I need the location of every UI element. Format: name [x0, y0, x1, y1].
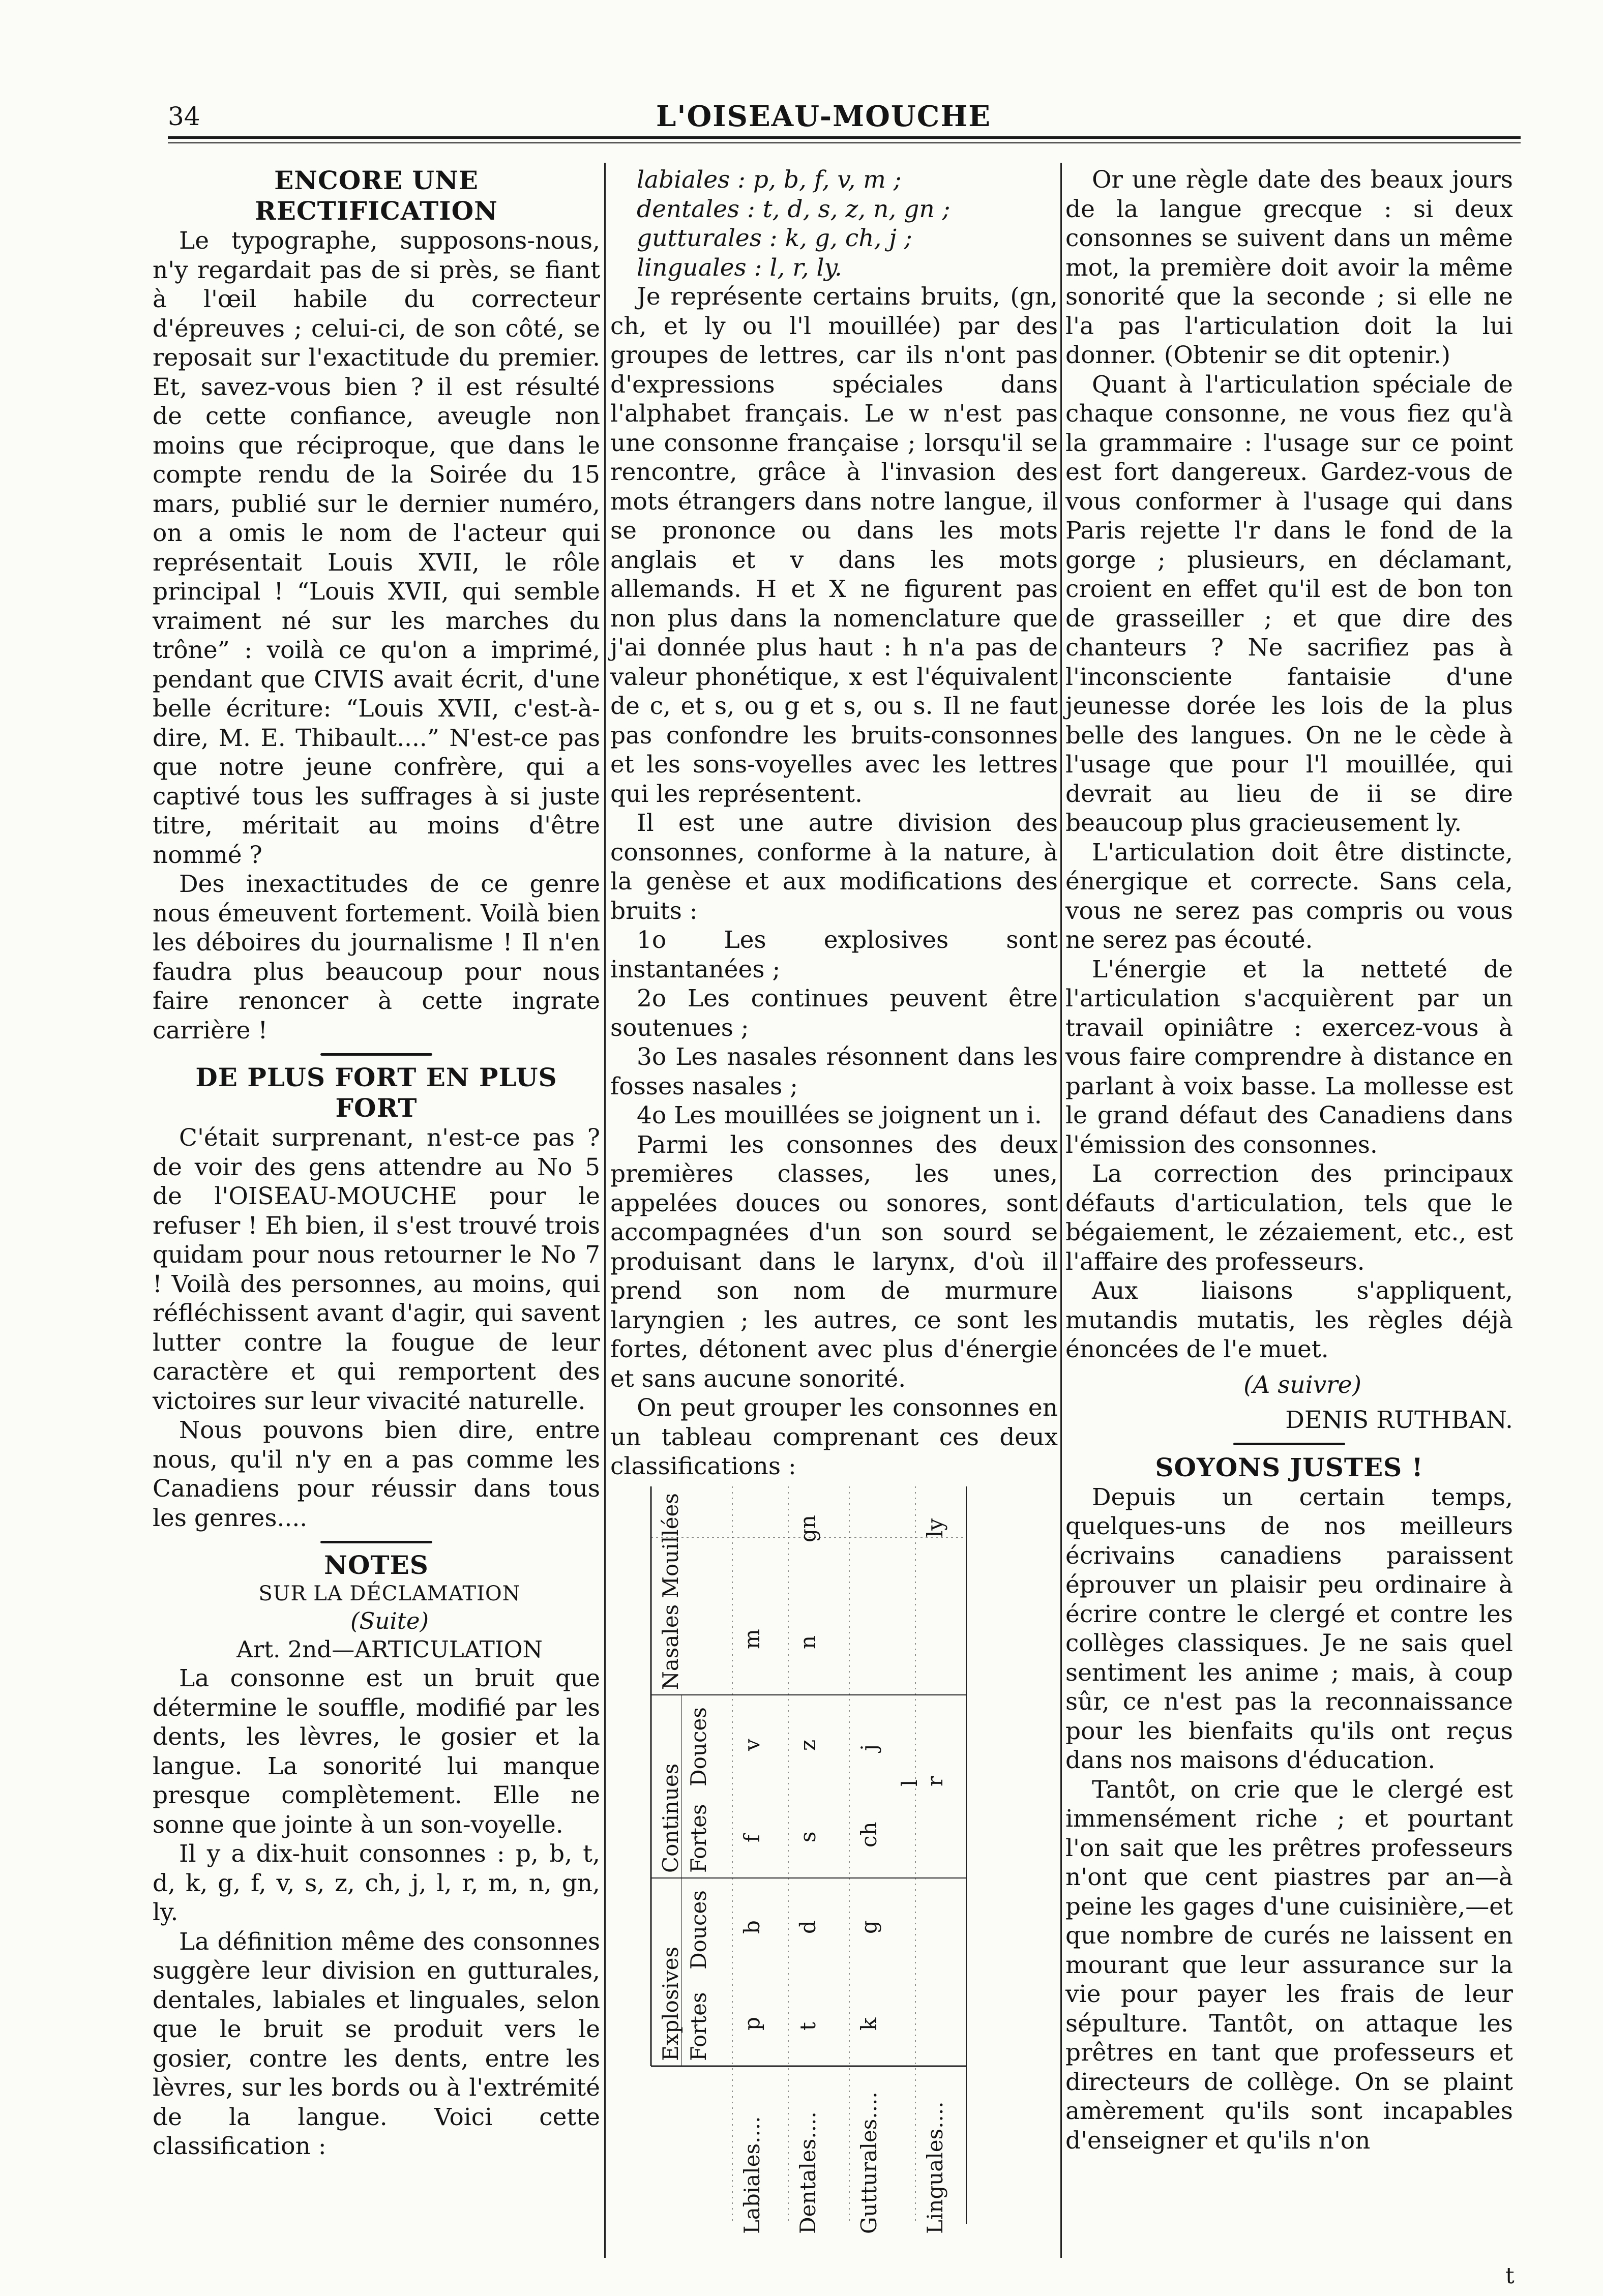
ornament-divider [153, 1045, 600, 1062]
list-item: linguales : l, r, ly. [637, 253, 842, 282]
paragraph: Nous pouvons bien dire, entre nous, qu'il n'y en a pas comme les Canadiens pour réussir dans tous les genres.... [153, 1416, 600, 1532]
paragraph: Le typographe, supposons-nous, n'y regardait pas de si près, se fiant à l'œil habile du correcteur d'épreuves ; celui-ci, de son côté, se reposait sur l'exactitude du premier. Et, savez-vous bien ? il est résulté de cette confiance, aveugle non moins que réciproque, que dans le compte rendu de la Soirée du 15 mars, publié sur le dernier numéro, on a omis le nom de l'acteur qui représentait Louis XVII, le rôle principal ! “Louis XVII, qui semble vraiment né sur les marches du trône” : voilà ce qu'on a imprimé, pendant que CIVIS avait écrit, d'une belle écriture: “Louis XVII, c'est-à-dire, M. E. Thibault....” N'est-ce pas que notre jeune confrère, qui a captivé tous les suffrages à si juste titre, méritait au moins d'être nommé ? [153, 227, 600, 869]
cell-t: t [795, 2021, 820, 2031]
cell-s: s [795, 1831, 820, 1842]
paragraph: Des inexactitudes de ce genre nous émeuvent fortement. Voilà bien les déboires du journalisme ! Il n'en faudra plus beaucoup pour nous faire renoncer à cette ingrate carrière ! [153, 870, 600, 1045]
paragraph: La consonne est un bruit que détermine le souffle, modifié par les dents, les lèvres, le gosier et la langue. La sonorité lui manque presque complètement. Elle ne sonne que jointe à un son-voyelle. [153, 1664, 600, 1839]
header-rule-thin [168, 142, 1521, 143]
label-continues: Continues [658, 1763, 683, 1873]
row-label-gutturales: Gutturales.... [856, 2091, 881, 2234]
list-item: dentales : t, d, s, z, n, gn ; [637, 195, 951, 223]
consonant-table [610, 1481, 1058, 2244]
paragraph: L'articulation doit être distincte, énergique et correcte. Sans cela, vous ne serez pas compris ou vous ne serez pas écouté. [1065, 838, 1513, 954]
subheading-declamation: SUR LA DÉCLAMATION [258, 1582, 521, 1605]
row-label-linguales: Linguales.... [923, 2101, 947, 2234]
label-douces-continues: Douces [686, 1707, 711, 1786]
paragraph: Aux liaisons s'appliquent, mutandis mutatis, les règles déjà énoncées de l'e muet. [1065, 1277, 1513, 1363]
cell-ly: ly [923, 1518, 947, 1537]
paragraph: L'énergie et la netteté de l'articulation s'acquièrent par un travail opiniâtre : exercez-vous à vous faire comprendre à distance en parlant à voix basse. La mollesse est le grand défaut des Canadiens dans l'émission des consonnes. [1065, 955, 1513, 1159]
paragraph: 3o Les nasales résonnent dans les fosses nasales ; [610, 1043, 1058, 1100]
label-nasales: Nasales [658, 1604, 683, 1690]
label-mouillees: Mouillées [658, 1493, 683, 1598]
ornament-divider [153, 1533, 600, 1550]
column-rule-left [604, 163, 606, 2258]
list-item: gutturales : k, g, ch, j ; [637, 224, 912, 252]
paragraph: 1o Les explosives sont instantanées ; [610, 926, 1058, 983]
column-right [1065, 165, 1513, 2155]
heading-soyons-justes: SOYONS JUSTES ! [1155, 1452, 1423, 1482]
column-middle [610, 165, 1058, 2244]
a-suivre: (A suivre) [1243, 1370, 1361, 1399]
cell-v: v [739, 1738, 764, 1751]
label-fortes-continues: Fortes [686, 1804, 711, 1873]
column-left [153, 165, 600, 2161]
paragraph: On peut grouper les consonnes en un tableau comprenant ces deux classifications : [610, 1394, 1058, 1480]
paragraph: Depuis un certain temps, quelques-uns de nos meilleurs écrivains canadiens paraissent éprouver un plaisir peu ordinaire à écrire contre le clergé et contre les collèges classiques. Je ne sais quel sentiment les anime ; mais, à coup sûr, ce n'est pas la reconnaissance pour les bienfaits qu'ils ont reçus dans nos maisons d'éducation. [1065, 1483, 1513, 1774]
paragraph: C'était surprenant, n'est-ce pas ? de voir des gens attendre au No 5 de l'OISEAU-MOUCHE pour le refuser ! Eh bien, il s'est trouvé trois quidam pour nous retourner le No 7 ! Voilà des personnes, au moins, qui réfléchissent avant d'agir, qui savent lutter contre la fougue de leur caractère et qui remportent des victoires sur leur vivacité naturelle. [153, 1124, 600, 1415]
column-rule-right [1060, 163, 1062, 2258]
cell-l: l [897, 1779, 922, 1786]
cell-d: d [795, 1920, 820, 1934]
header-rule [168, 136, 1521, 139]
page-number: 34 [168, 102, 200, 131]
catchword: t [1505, 2263, 1515, 2289]
cell-z: z [795, 1739, 820, 1751]
cell-ch: ch [856, 1821, 881, 1847]
paragraph: Tantôt, on crie que le clergé est immensément riche ; et pourtant l'on sait que les prêtres professeurs n'ont que cent piastres par an—à peine les gages d'une cuisinière,—et que nombre de curés ne laissent en mourant que leur assurance sur la vie pour payer les frais de leur sépulture. Tantôt, on attaque les prêtres en tant que professeurs et directeurs de collège. On se plaint amèrement qu'ils sont incapables d'enseigner et qu'ils n'on [1065, 1775, 1513, 2155]
cell-r: r [923, 1776, 947, 1786]
cell-f: f [739, 1834, 764, 1842]
ornament-divider [1065, 1435, 1513, 1452]
paragraph: La correction des principaux défauts d'articulation, tels que le bégaiement, le zézaiement, etc., est l'affaire des professeurs. [1065, 1160, 1513, 1276]
paragraph: Il est une autre division des consonnes, conforme à la nature, à la genèse et aux modifications des bruits : [610, 809, 1058, 925]
heading-de-plus-fort: DE PLUS FORT EN PLUS FORT [195, 1062, 557, 1123]
heading-notes: NOTES [324, 1550, 429, 1580]
subheading-suite: (Suite) [350, 1607, 429, 1634]
cell-n: n [795, 1635, 820, 1649]
paragraph: La définition même des consonnes suggère leur division en gutturales, dentales, labiales et linguales, selon que le bruit se produit vers le gosier, contre les dents, entre les lèvres, sur les bords ou à l'extrémité de la langue. Voici cette classification : [153, 1927, 600, 2160]
label-explosives: Explosives [658, 1946, 683, 2061]
signature: DENIS RUTHBAN. [1285, 1406, 1513, 1434]
row-label-labiales: Labiales.... [739, 2115, 764, 2234]
cell-b: b [739, 1920, 764, 1934]
cell-gn: gn [795, 1514, 820, 1542]
page-title: L'OISEAU-MOUCHE [656, 100, 991, 133]
cell-p: p [739, 2016, 764, 2031]
paragraph: Parmi les consonnes des deux premières classes, les unes, appelées douces ou sonores, sont accompagnées d'un son sourd se produisant dans le larynx, d'où il prend son nom de murmure laryngien ; les autres, ce sont les fortes, détonent avec plus d'énergie et sans aucune sonorité. [610, 1130, 1058, 1393]
row-label-dentales: Dentales.... [795, 2111, 820, 2234]
cell-m: m [739, 1628, 764, 1649]
paragraph: Je représente certains bruits, (gn, ch, et ly ou l'l mouillée) par des groupes de lettres, car ils n'ont pas d'expressions spéciales dans l'alphabet français. Le w n'est pas une consonne française ; lorsqu'il se rencontre, grâce à l'invasion des mots étrangers dans notre langue, il se prononce ou dans les mots anglais et v dans les mots allemands. H et X ne figurent pas non plus dans la nomenclature que j'ai donnée plus haut : h n'a pas de valeur phonétique, x est l'équivalent de c, et s, ou g et s, ou s. Il ne faut pas confondre les bruits-consonnes et les sons-voyelles avec les lettres qui les représentent. [610, 283, 1058, 808]
paragraph: Quant à l'articulation spéciale de chaque consonne, ne vous fiez qu'à la grammaire : l'usage sur ce point est fort dangereux. Gardez-vous de vous conformer à l'usage qui dans Paris rejette l'r dans le fond de la gorge ; plusieurs, en déclamant, croient en effet qu'il est de bon ton de grasseiller ; et que dire des chanteurs ? Ne sacrifiez pas à l'inconsciente fantaisie d'une jeunesse dorée les lois de la plus belle des langues. On ne le cède à l'usage que pour l'l mouillée, qui devrait au lieu de ii se dire beaucoup plus gracieusement ly. [1065, 370, 1513, 837]
cell-j: j [856, 1744, 881, 1751]
label-douces-explosives: Douces [686, 1890, 711, 1970]
paragraph: Il y a dix-huit consonnes : p, b, t, d, k, g, f, v, s, z, ch, j, l, r, m, n, gn, ly. [153, 1840, 600, 1926]
heading-rectification: ENCORE UNE RECTIFICATION [255, 165, 498, 226]
paragraph: 2o Les continues peuvent être soutenues ; [610, 985, 1058, 1042]
paragraph: Or une règle date des beaux jours de la langue grecque : si deux consonnes se suivent dans un même mot, la première doit avoir la même sonorité que la seconde ; si elle ne l'a pas l'articulation doit la lui donner. (Obtenir se dit optenir.) [1065, 166, 1513, 369]
paragraph: 4o Les mouillées se joignent un i. [637, 1101, 1042, 1129]
list-item: labiales : p, b, f, v, m ; [637, 166, 902, 194]
label-fortes-explosives: Fortes [686, 1992, 711, 2061]
article-heading: Art. 2nd—ARTICULATION [236, 1636, 543, 1663]
cell-k: k [856, 2017, 881, 2031]
cell-g: g [856, 1920, 881, 1934]
